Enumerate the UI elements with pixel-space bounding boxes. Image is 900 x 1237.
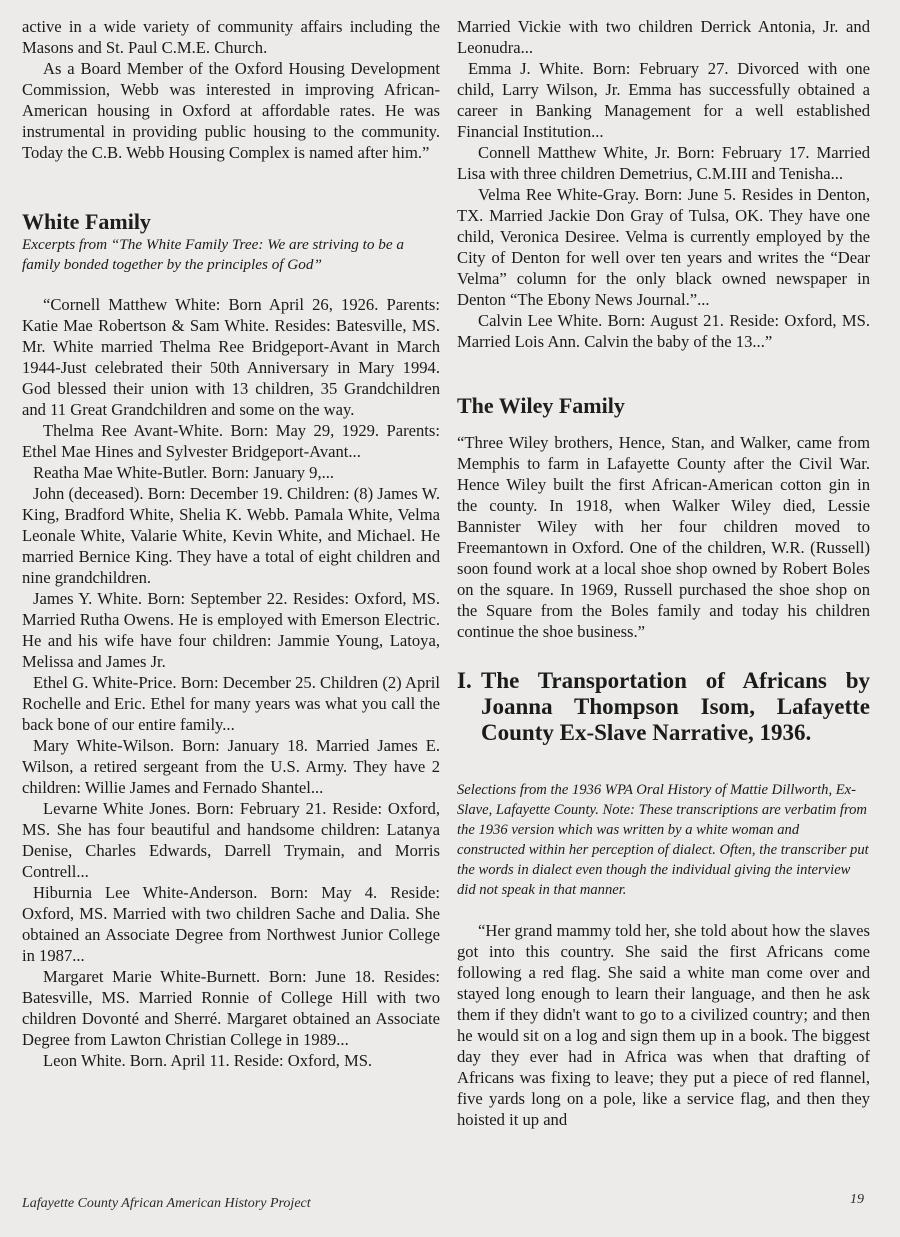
paragraph: “Cornell Matthew White: Born April 26, 1926. Parents: Katie Mae Robertson & Sam White. Resides: Batesville, MS. Mr. White married Thelma Ree Bridgeport-Avant in March 1944-Just celebrated their 50th Anniversary in Mary 1994. God blessed their union with 13 children, 35 Grandchildren and 11 Great Grandchildren and some on the way. <box>22 295 440 419</box>
paragraph: Emma J. White. Born: February 27. Divorced with one child, Larry Wilson, Jr. Emma has successfully obtained a career in Banking Management for a well established Financial Institution... <box>457 59 870 141</box>
paragraph: Levarne White Jones. Born: February 21. Reside: Oxford, MS. She has four beautiful and handsome children: Latanya Denise, Charles Edwards, Darrell Trymain, and Morris Contrell... <box>22 799 440 881</box>
paragraph: “Three Wiley brothers, Hence, Stan, and Walker, came from Memphis to farm in Lafayette County after the Civil War. Hence Wiley built the first African-American cotton gin in the county. In 1918, when Walker Wiley died, Lessie Bannister Wiley with her four children moved to Freemantown in Oxford. One of the children, W.R. (Russell) soon found work at a local shoe shop owned by Robert Boles on the square. In 1969, Russell purchased the shoe shop on the Square from the Boles family and today his children continue the shoe business.” <box>457 433 870 641</box>
paragraph: Connell Matthew White, Jr. Born: February 17. Married Lisa with three children Demetrius, C.M.III and Tenisha... <box>457 143 870 183</box>
section-title: The Transportation of Africans by Joanna Thompson Isom, Lafayette County Ex-Slave Narrative, 1936. <box>481 668 870 745</box>
paragraph: James Y. White. Born: September 22. Resides: Oxford, MS. Married Rutha Owens. He is employed with Emerson Electric. He and his wife have four children: Jammie Young, Latoya, Melissa and James Jr. <box>22 589 440 671</box>
selections-note: Selections from the 1936 WPA Oral History of Mattie Dillworth, Ex-Slave, Lafayette County. Note: These transcriptions are verbatim from the 1936 version which was written by a white woman and constructed within her perception of dialect. Often, the transcriber put the words in dialect even though the individual giving the interview did not speak in that manner. <box>457 782 869 898</box>
section-number: I. <box>457 668 472 693</box>
paragraph: Mary White-Wilson. Born: January 18. Married James E. Wilson, a retired sergeant from the U.S. Army. They have 2 children: Willie James and Fernado Shantel... <box>22 736 440 797</box>
page-number: 19 <box>850 1192 864 1207</box>
paragraph: As a Board Member of the Oxford Housing Development Commission, Webb was interested in improving African-American housing in Oxford at affordable rates. He was instrumental in providing public housing to the community. Today the C.B. Webb Housing Complex is named after him.” <box>22 59 440 162</box>
paragraph: Velma Ree White-Gray. Born: June 5. Resides in Denton, TX. Married Jackie Don Gray of Tulsa, OK. They have one child, Veronica Desiree. Velma is currently employed by the City of Denton for well over ten years and writes the “Dear Velma” column for the only black owned newspaper in Denton “The Ebony News Journal.”... <box>457 185 870 309</box>
paragraph: Married Vickie with two children Derrick Antonia, Jr. and Leonudra... <box>457 17 870 57</box>
paragraph: Leon White. Born. April 11. Reside: Oxford, MS. <box>43 1051 373 1070</box>
section-heading-transportation <box>457 668 870 746</box>
right-column <box>457 16 870 1130</box>
paragraph: Hiburnia Lee White-Anderson. Born: May 4. Reside: Oxford, MS. Married with two children Sache and Dalia. She obtained an Associate Degree from Northwest Junior College in 1987... <box>22 883 440 965</box>
paragraph: Ethel G. White-Price. Born: December 25. Children (2) April Rochelle and Eric. Ethel for many years was what you call the back bone of our entire family... <box>22 673 440 734</box>
paragraph: Calvin Lee White. Born: August 21. Reside: Oxford, MS. Married Lois Ann. Calvin the baby of the 13...” <box>457 311 870 351</box>
paragraph: Thelma Ree Avant-White. Born: May 29, 1929. Parents: Ethel Mae Hines and Sylvester Bridgeport-Avant... <box>22 421 440 461</box>
paragraph: Margaret Marie White-Burnett. Born: June 18. Resides: Batesville, MS. Married Ronnie of College Hill with two children Dovonté and Sherré. Margaret obtained an Associate Degree from Lawton Christian College in 1989... <box>22 967 440 1049</box>
paragraph: Reatha Mae White-Butler. Born: January 9,... <box>33 463 335 482</box>
footer-title: Lafayette County African American History Project <box>22 1196 311 1211</box>
section-heading-wiley-family: The Wiley Family <box>457 393 625 418</box>
paragraph: “Her grand mammy told her, she told about how the slaves got into this country. She said the first Africans come following a red flag. She said a white man come over and stayed long enough to learn their language, and then he ask them if they didn't want to go to a civilized country; and then he would sit on a log and sign them up in a book. The biggest day they ever had in Africa was when that drafting of Africans was fixing to leave; they put a piece of red flannel, five yards long on a pole, like a service flag, and then they hoisted it up and <box>457 921 870 1129</box>
section-heading-white-family: White Family <box>22 209 151 234</box>
paragraph: active in a wide variety of community affairs including the Masons and St. Paul C.M.E. Church. <box>22 17 440 57</box>
section-subtitle: Excerpts from “The White Family Tree: We are striving to be a family bonded together by the principles of God” <box>22 236 405 273</box>
left-column <box>22 16 440 1071</box>
paragraph: John (deceased). Born: December 19. Children: (8) James W. King, Bradford White, Shelia K. Webb. Pamala White, Velma Leonale White, Valarie White, Kevin White, and Michael. He married Bernice King. They have a total of eight children and nine grandchildren. <box>22 484 440 587</box>
